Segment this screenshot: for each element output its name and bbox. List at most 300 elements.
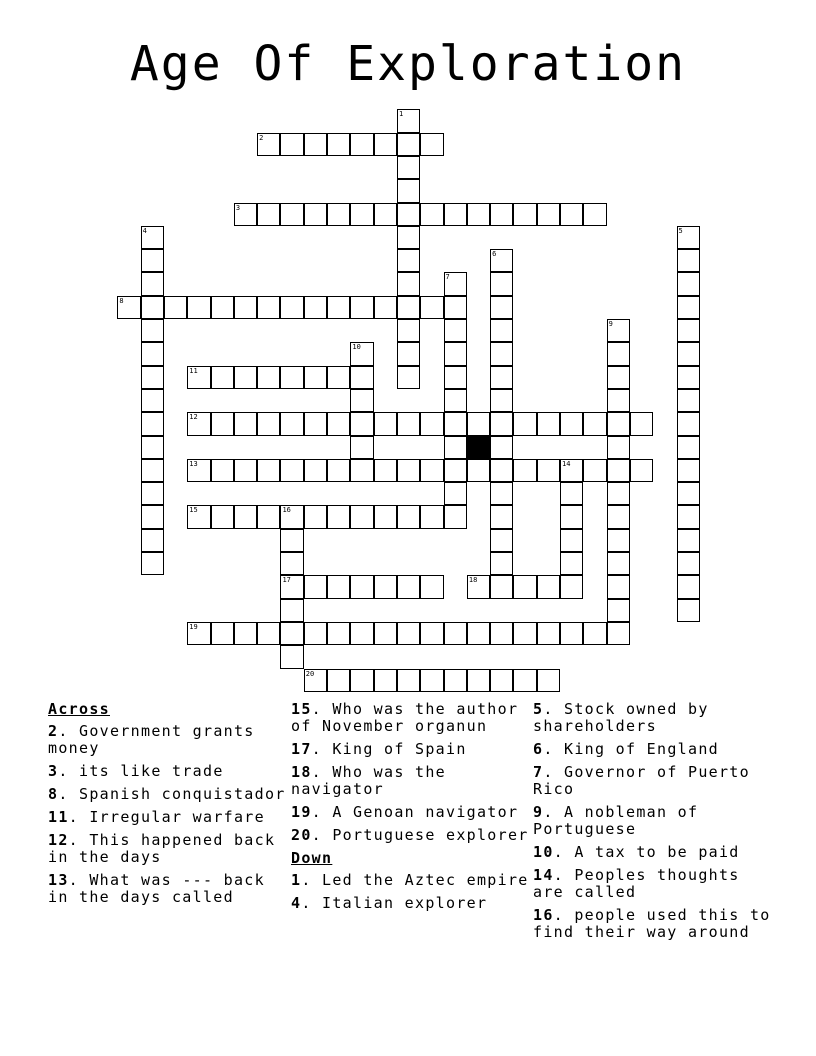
grid-cell[interactable] bbox=[327, 505, 350, 528]
grid-cell[interactable] bbox=[187, 459, 210, 482]
grid-cell[interactable] bbox=[257, 412, 280, 435]
grid-cell[interactable] bbox=[304, 575, 327, 598]
clue-number: 18 bbox=[291, 763, 312, 781]
grid-cell[interactable] bbox=[513, 412, 536, 435]
grid-cell[interactable] bbox=[420, 459, 443, 482]
grid-cell[interactable] bbox=[397, 459, 420, 482]
grid-cell[interactable] bbox=[211, 459, 234, 482]
grid-cell[interactable] bbox=[677, 599, 700, 622]
grid-cell[interactable] bbox=[444, 272, 467, 295]
grid-cell[interactable] bbox=[467, 459, 490, 482]
grid-cell[interactable] bbox=[677, 272, 700, 295]
grid-cell[interactable] bbox=[350, 366, 373, 389]
grid-cell[interactable] bbox=[607, 342, 630, 365]
grid-cell[interactable] bbox=[141, 226, 164, 249]
clue-number: 7 bbox=[445, 273, 450, 282]
clue-number: 3 bbox=[48, 762, 59, 780]
grid-cell[interactable] bbox=[374, 133, 397, 156]
grid-cell[interactable] bbox=[677, 482, 700, 505]
grid-cell[interactable] bbox=[234, 203, 257, 226]
grid-cell[interactable] bbox=[141, 552, 164, 575]
clue-text: King of Spain bbox=[332, 740, 467, 758]
clues-column-2 bbox=[291, 701, 536, 918]
grid-cell[interactable] bbox=[397, 342, 420, 365]
grid-cell[interactable] bbox=[350, 505, 373, 528]
grid-cell[interactable] bbox=[677, 389, 700, 412]
grid-cell[interactable] bbox=[327, 296, 350, 319]
grid-cell[interactable] bbox=[304, 366, 327, 389]
grid-cell[interactable] bbox=[677, 505, 700, 528]
grid-cell[interactable] bbox=[607, 622, 630, 645]
clue-number: 9 bbox=[533, 803, 544, 821]
grid-cell[interactable] bbox=[420, 203, 443, 226]
grid-cell[interactable] bbox=[490, 389, 513, 412]
grid-cell[interactable] bbox=[444, 622, 467, 645]
grid-cell[interactable] bbox=[397, 505, 420, 528]
grid-cell[interactable] bbox=[490, 366, 513, 389]
grid-cell[interactable] bbox=[280, 366, 303, 389]
grid-cell[interactable] bbox=[490, 622, 513, 645]
grid-cell[interactable] bbox=[467, 669, 490, 692]
grid-cell[interactable] bbox=[141, 482, 164, 505]
grid-cell[interactable] bbox=[490, 203, 513, 226]
down-clue-1: 1. Led the Aztec empire bbox=[291, 871, 529, 889]
clue-text: Government grants money bbox=[48, 722, 255, 757]
grid-cell[interactable] bbox=[304, 669, 327, 692]
grid-cell[interactable] bbox=[350, 296, 373, 319]
clue-number: 1 bbox=[398, 110, 404, 119]
grid-cell[interactable] bbox=[374, 669, 397, 692]
clue-number: 1 bbox=[291, 871, 302, 889]
grid-cell[interactable] bbox=[444, 319, 467, 342]
grid-cell[interactable] bbox=[583, 203, 606, 226]
grid-cell[interactable] bbox=[304, 459, 327, 482]
grid-cell[interactable] bbox=[304, 203, 327, 226]
grid-cell[interactable] bbox=[280, 203, 303, 226]
grid-cell[interactable] bbox=[350, 342, 373, 365]
grid-cell[interactable] bbox=[117, 296, 140, 319]
grid-cell[interactable] bbox=[537, 669, 560, 692]
grid-cell[interactable] bbox=[607, 459, 630, 482]
down-clue-10: 10. A tax to be paid bbox=[533, 843, 740, 861]
grid-cell[interactable] bbox=[490, 319, 513, 342]
grid-cell[interactable] bbox=[304, 412, 327, 435]
across-heading: Across bbox=[48, 700, 110, 718]
grid-cell[interactable] bbox=[374, 296, 397, 319]
grid-cell[interactable] bbox=[537, 459, 560, 482]
grid-cell[interactable] bbox=[607, 552, 630, 575]
grid-cell[interactable] bbox=[211, 505, 234, 528]
grid-cell[interactable] bbox=[397, 109, 420, 132]
grid-cell[interactable] bbox=[560, 203, 583, 226]
grid-cell[interactable] bbox=[141, 529, 164, 552]
grid-cell[interactable] bbox=[280, 459, 303, 482]
grid-cell[interactable] bbox=[397, 272, 420, 295]
clues-column-1 bbox=[48, 701, 293, 912]
grid-cell[interactable] bbox=[420, 296, 443, 319]
down-clue-6: 6. King of England bbox=[533, 740, 719, 758]
grid-cell[interactable] bbox=[490, 342, 513, 365]
grid-cell[interactable] bbox=[234, 296, 257, 319]
grid-cell[interactable] bbox=[327, 133, 350, 156]
grid-cell[interactable] bbox=[607, 319, 630, 342]
clue-number: 8 bbox=[48, 785, 59, 803]
clue-text: Portuguese explorer bbox=[332, 826, 529, 844]
clue-number: 5 bbox=[678, 226, 683, 235]
grid-cell[interactable] bbox=[327, 203, 350, 226]
grid-cell[interactable] bbox=[537, 622, 560, 645]
clue-number: 15 bbox=[189, 506, 198, 515]
grid-cell[interactable] bbox=[397, 669, 420, 692]
grid-cell[interactable] bbox=[257, 366, 280, 389]
grid-cell[interactable] bbox=[327, 459, 350, 482]
grid-cell[interactable] bbox=[280, 296, 303, 319]
clue-number: 2 bbox=[259, 133, 264, 142]
clue-number: 4 bbox=[291, 894, 302, 912]
grid-cell[interactable] bbox=[560, 622, 583, 645]
grid-cell[interactable] bbox=[607, 436, 630, 459]
grid-cell[interactable] bbox=[397, 296, 420, 319]
grid-cell[interactable] bbox=[607, 599, 630, 622]
grid-cell[interactable] bbox=[490, 505, 513, 528]
grid-cell[interactable] bbox=[211, 622, 234, 645]
across-clue-13: 13. What was --- back in the days called bbox=[48, 871, 265, 906]
across-clue-11: 11. Irregular warfare bbox=[48, 808, 265, 826]
grid-cell[interactable] bbox=[490, 669, 513, 692]
across-clue-17: 17. King of Spain bbox=[291, 740, 467, 758]
grid-cell[interactable] bbox=[677, 319, 700, 342]
clue-number: 12 bbox=[48, 831, 69, 849]
grid-cell[interactable] bbox=[350, 389, 373, 412]
grid-cell[interactable] bbox=[444, 203, 467, 226]
clue-number: 6 bbox=[533, 740, 544, 758]
grid-cell[interactable] bbox=[444, 389, 467, 412]
down-clue-14: 14. Peoples thoughts are called bbox=[533, 866, 740, 901]
grid-cell[interactable] bbox=[257, 133, 280, 156]
grid-cell[interactable] bbox=[257, 203, 280, 226]
grid-cell[interactable] bbox=[607, 366, 630, 389]
grid-cell[interactable] bbox=[397, 133, 420, 156]
clue-number: 18 bbox=[468, 576, 478, 585]
grid-cell[interactable] bbox=[397, 179, 420, 202]
clue-number: 16 bbox=[533, 906, 554, 924]
down-heading: Down bbox=[291, 849, 333, 867]
grid-cell[interactable] bbox=[280, 505, 303, 528]
grid-cell[interactable] bbox=[560, 575, 583, 598]
grid-cell[interactable] bbox=[420, 669, 443, 692]
grid-cell[interactable] bbox=[280, 133, 303, 156]
clue-text: Irregular warfare bbox=[89, 808, 265, 826]
grid-cell[interactable] bbox=[490, 482, 513, 505]
grid-cell[interactable] bbox=[141, 272, 164, 295]
grid-cell[interactable] bbox=[374, 622, 397, 645]
clue-text: This happened back in the days bbox=[48, 831, 276, 866]
grid-cell[interactable] bbox=[187, 505, 210, 528]
puzzle-title: Age Of Exploration bbox=[129, 36, 687, 92]
grid-cell[interactable] bbox=[350, 669, 373, 692]
grid-cell[interactable] bbox=[257, 296, 280, 319]
grid-cell[interactable] bbox=[187, 366, 210, 389]
clue-number: 5 bbox=[533, 700, 544, 718]
grid-cell[interactable] bbox=[257, 622, 280, 645]
grid-cell[interactable] bbox=[607, 505, 630, 528]
grid-cell[interactable] bbox=[607, 389, 630, 412]
grid-cell[interactable] bbox=[280, 599, 303, 622]
grid-cell[interactable] bbox=[420, 412, 443, 435]
grid-cell[interactable] bbox=[677, 412, 700, 435]
grid-cell[interactable] bbox=[350, 575, 373, 598]
grid-cell[interactable] bbox=[280, 552, 303, 575]
grid-cell[interactable] bbox=[327, 575, 350, 598]
clue-number: 8 bbox=[119, 296, 124, 305]
grid-cell[interactable] bbox=[677, 226, 700, 249]
clue-text: A Genoan navigator bbox=[332, 803, 519, 821]
grid-cell[interactable] bbox=[187, 296, 210, 319]
clue-text: Spanish conquistador bbox=[79, 785, 286, 803]
grid-cell[interactable] bbox=[560, 482, 583, 505]
grid-cell[interactable] bbox=[397, 203, 420, 226]
grid-cell[interactable] bbox=[397, 575, 420, 598]
across-clue-18: 18. Who was the navigator bbox=[291, 763, 446, 798]
grid-cell[interactable] bbox=[141, 505, 164, 528]
grid-cell[interactable] bbox=[327, 669, 350, 692]
grid-cell[interactable] bbox=[280, 529, 303, 552]
grid-cell[interactable] bbox=[350, 459, 373, 482]
grid-cell[interactable] bbox=[444, 459, 467, 482]
clue-number: 14 bbox=[533, 866, 554, 884]
grid-cell[interactable] bbox=[211, 296, 234, 319]
grid-cell[interactable] bbox=[444, 366, 467, 389]
across-clue-8: 8. Spanish conquistador bbox=[48, 785, 286, 803]
grid-cell[interactable] bbox=[677, 575, 700, 598]
grid-cell[interactable] bbox=[304, 133, 327, 156]
grid-cell[interactable] bbox=[560, 529, 583, 552]
grid-cell[interactable] bbox=[141, 436, 164, 459]
clue-number: 17 bbox=[282, 576, 291, 585]
clue-text: Who was the navigator bbox=[291, 763, 446, 798]
down-clue-5: 5. Stock owned by shareholders bbox=[533, 700, 709, 735]
down-clue-16: 16. people used this to find their way around bbox=[533, 906, 771, 941]
grid-cell[interactable] bbox=[444, 412, 467, 435]
grid-cell[interactable] bbox=[444, 296, 467, 319]
grid-cell[interactable] bbox=[490, 412, 513, 435]
across-clue-15: 15. Who was the author of November organun bbox=[291, 700, 519, 735]
grid-cell[interactable] bbox=[280, 575, 303, 598]
grid-cell[interactable] bbox=[467, 622, 490, 645]
grid-cell[interactable] bbox=[444, 669, 467, 692]
grid-cell[interactable] bbox=[607, 575, 630, 598]
grid-cell[interactable] bbox=[397, 412, 420, 435]
clue-text: Governor of Puerto Rico bbox=[533, 763, 750, 798]
clue-text: Italian explorer bbox=[322, 894, 488, 912]
down-clue-9: 9. A nobleman of Portuguese bbox=[533, 803, 699, 838]
grid-cell[interactable] bbox=[141, 389, 164, 412]
across-clue-3: 3. its like trade bbox=[48, 762, 224, 780]
grid-cell[interactable] bbox=[560, 552, 583, 575]
grid-cell[interactable] bbox=[211, 366, 234, 389]
grid-cell[interactable] bbox=[677, 249, 700, 272]
grid-cell[interactable] bbox=[490, 575, 513, 598]
clue-text: A nobleman of Portuguese bbox=[533, 803, 699, 838]
clue-number: 10 bbox=[533, 843, 554, 861]
grid-cell[interactable] bbox=[607, 412, 630, 435]
grid-cell[interactable] bbox=[467, 203, 490, 226]
grid-cell[interactable] bbox=[490, 272, 513, 295]
grid-cell[interactable] bbox=[513, 622, 536, 645]
grid-cell[interactable] bbox=[630, 459, 653, 482]
grid-cell[interactable] bbox=[187, 622, 210, 645]
grid-cell[interactable] bbox=[444, 342, 467, 365]
clue-number: 19 bbox=[291, 803, 312, 821]
grid-cell[interactable] bbox=[677, 529, 700, 552]
clue-number: 14 bbox=[562, 459, 571, 468]
grid-cell[interactable] bbox=[513, 203, 536, 226]
grid-cell[interactable] bbox=[234, 622, 257, 645]
grid-cell[interactable] bbox=[677, 342, 700, 365]
grid-cell[interactable] bbox=[234, 412, 257, 435]
grid-cell[interactable] bbox=[141, 296, 164, 319]
grid-cell[interactable] bbox=[607, 482, 630, 505]
grid-cell[interactable] bbox=[280, 622, 303, 645]
grid-cell[interactable] bbox=[397, 622, 420, 645]
grid-cell[interactable] bbox=[374, 203, 397, 226]
clue-number: 9 bbox=[608, 320, 613, 329]
grid-cell[interactable] bbox=[234, 366, 257, 389]
across-clue-20: 20. Portuguese explorer bbox=[291, 826, 529, 844]
grid-cell[interactable] bbox=[164, 296, 187, 319]
grid-cell[interactable] bbox=[397, 366, 420, 389]
grid-cell[interactable] bbox=[327, 622, 350, 645]
grid-cell[interactable] bbox=[350, 622, 373, 645]
grid-cell[interactable] bbox=[397, 156, 420, 179]
grid-cell[interactable] bbox=[397, 226, 420, 249]
clue-number: 20 bbox=[291, 826, 312, 844]
grid-cell[interactable] bbox=[420, 505, 443, 528]
grid-cell[interactable] bbox=[583, 459, 606, 482]
grid-cell[interactable] bbox=[257, 459, 280, 482]
grid-cell[interactable] bbox=[513, 669, 536, 692]
grid-cell[interactable] bbox=[490, 249, 513, 272]
grid-cell[interactable] bbox=[444, 505, 467, 528]
grid-cell[interactable] bbox=[420, 622, 443, 645]
clue-text: Who was the author of November organun bbox=[291, 700, 519, 735]
grid-cell[interactable] bbox=[350, 436, 373, 459]
clue-text: people used this to find their way around bbox=[533, 906, 771, 941]
grid-cell[interactable] bbox=[537, 575, 560, 598]
grid-cell[interactable] bbox=[397, 319, 420, 342]
clue-number: 13 bbox=[189, 459, 198, 468]
grid-cell[interactable] bbox=[141, 459, 164, 482]
grid-cell[interactable] bbox=[350, 412, 373, 435]
down-clue-7: 7. Governor of Puerto Rico bbox=[533, 763, 750, 798]
clue-number: 3 bbox=[235, 203, 241, 212]
grid-cell[interactable] bbox=[490, 296, 513, 319]
across-clue-12: 12. This happened back in the days bbox=[48, 831, 276, 866]
down-clue-4: 4. Italian explorer bbox=[291, 894, 488, 912]
grid-cell[interactable] bbox=[374, 575, 397, 598]
grid-cell[interactable] bbox=[420, 575, 443, 598]
grid-cell[interactable] bbox=[327, 366, 350, 389]
grid-cell[interactable] bbox=[537, 203, 560, 226]
clue-number: 4 bbox=[142, 226, 147, 235]
clue-number: 13 bbox=[48, 871, 69, 889]
grid-cell[interactable] bbox=[141, 249, 164, 272]
grid-cell[interactable] bbox=[304, 505, 327, 528]
across-clue-2: 2. Government grants money bbox=[48, 722, 255, 757]
grid-cell[interactable] bbox=[537, 412, 560, 435]
grid-cell[interactable] bbox=[560, 505, 583, 528]
grid-cell[interactable] bbox=[677, 552, 700, 575]
grid-cell[interactable] bbox=[630, 412, 653, 435]
grid-cell[interactable] bbox=[677, 459, 700, 482]
grid-cell[interactable] bbox=[490, 552, 513, 575]
clue-number: 6 bbox=[492, 250, 497, 259]
grid-cell[interactable] bbox=[444, 482, 467, 505]
grid-cell[interactable] bbox=[374, 459, 397, 482]
grid-cell[interactable] bbox=[677, 436, 700, 459]
grid-cell[interactable] bbox=[141, 319, 164, 342]
grid-cell[interactable] bbox=[583, 622, 606, 645]
grid-cell[interactable] bbox=[187, 412, 210, 435]
grid-cell[interactable] bbox=[350, 203, 373, 226]
grid-cell[interactable] bbox=[211, 412, 234, 435]
clue-text: its like trade bbox=[79, 762, 224, 780]
clue-number: 19 bbox=[189, 622, 198, 631]
grid-cell[interactable] bbox=[304, 296, 327, 319]
grid-cell[interactable] bbox=[304, 622, 327, 645]
grid-cell[interactable] bbox=[280, 412, 303, 435]
clue-number: 15 bbox=[291, 700, 312, 718]
clue-number: 7 bbox=[533, 763, 544, 781]
grid-cell[interactable] bbox=[141, 412, 164, 435]
clue-number: 2 bbox=[48, 722, 59, 740]
grid-cell[interactable] bbox=[234, 505, 257, 528]
grid-cell[interactable] bbox=[513, 575, 536, 598]
grid-cell[interactable] bbox=[513, 459, 536, 482]
grid-cell[interactable] bbox=[327, 412, 350, 435]
grid-cell[interactable] bbox=[677, 366, 700, 389]
grid-cell[interactable] bbox=[607, 529, 630, 552]
grid-cell[interactable] bbox=[420, 133, 443, 156]
clue-text: Peoples thoughts are called bbox=[533, 866, 740, 901]
grid-cell[interactable] bbox=[141, 366, 164, 389]
grid-cell[interactable] bbox=[560, 459, 583, 482]
grid-cell[interactable] bbox=[490, 529, 513, 552]
grid-cell[interactable] bbox=[234, 459, 257, 482]
grid-cell[interactable] bbox=[350, 133, 373, 156]
grid-cell[interactable] bbox=[141, 342, 164, 365]
grid-cell[interactable] bbox=[467, 575, 490, 598]
grid-cell[interactable] bbox=[444, 436, 467, 459]
grid-cell[interactable] bbox=[374, 412, 397, 435]
grid-cell[interactable] bbox=[467, 412, 490, 435]
grid-cell[interactable] bbox=[397, 249, 420, 272]
grid-cell[interactable] bbox=[490, 436, 513, 459]
clue-text: Stock owned by shareholders bbox=[533, 700, 709, 735]
black-cell bbox=[467, 436, 490, 459]
grid-cell[interactable] bbox=[374, 505, 397, 528]
grid-cell[interactable] bbox=[677, 296, 700, 319]
grid-cell[interactable] bbox=[560, 412, 583, 435]
grid-cell[interactable] bbox=[280, 645, 303, 668]
grid-cell[interactable] bbox=[490, 459, 513, 482]
clue-text: What was --- back in the days called bbox=[48, 871, 265, 906]
grid-cell[interactable] bbox=[583, 412, 606, 435]
grid-cell[interactable] bbox=[257, 505, 280, 528]
across-clue-19: 19. A Genoan navigator bbox=[291, 803, 519, 821]
clue-text: A tax to be paid bbox=[574, 843, 740, 861]
clue-text: King of England bbox=[564, 740, 719, 758]
